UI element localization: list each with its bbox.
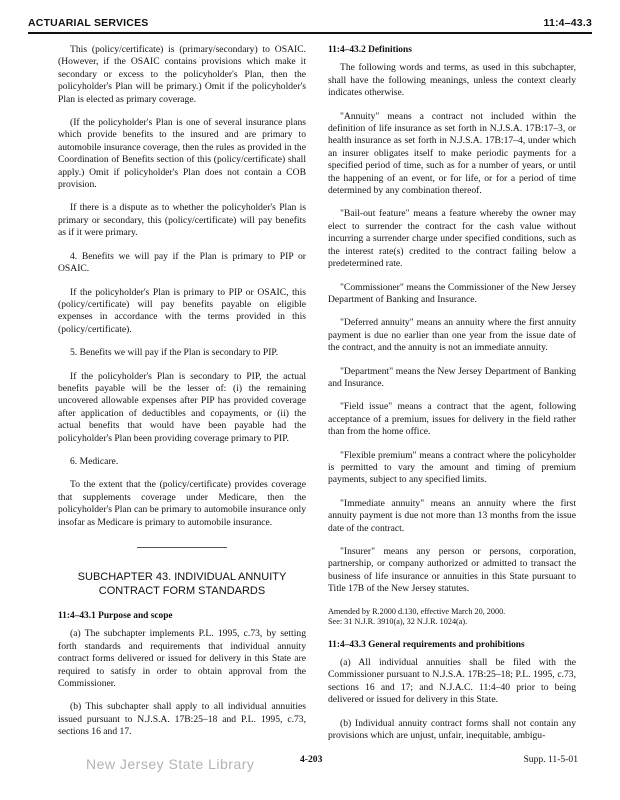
- paragraph: (b) This subchapter shall apply to all individual annuities issued pursuant to N.J.S.A. 17B:25–18 and P.L. 1995, c.73, sections 16 and 17.: [58, 701, 306, 738]
- section-title: 11:4–43.3 General requirements and prohibitions: [328, 639, 525, 650]
- header-title: ACTUARIAL SERVICES: [28, 17, 149, 29]
- header-section-number: 11:4–43.3: [543, 17, 592, 29]
- subchapter-heading-line: CONTRACT FORM STANDARDS: [98, 585, 266, 597]
- paragraph: (b) Individual annuity contract forms shall not contain any provisions which are unjust, unfair, inequitable, ambigu-: [328, 717, 576, 742]
- definition-paragraph: "Field issue" means a contract that the agent, following acceptance of a premium, issues for delivery in the field rather than from the home office.: [328, 401, 576, 438]
- right-column: [328, 44, 576, 742]
- definition-paragraph: "Flexible premium" means a contract where the policyholder is permitted to vary the amount and timing of premium payments, subject to any specified limits.: [328, 449, 576, 486]
- definition-paragraph: "Annuity" means a contract not included within the definition of life insurance as set forth in N.J.S.A. 17B:17–3, or health insurance as set forth in N.J.S.A. 17B:17–4, under which an insurer obligates itself to make periodic payments for a specified period of time, such as for a number of years, or until the happening of an event, or for life, or for a period of time determined by any combination thereof.: [328, 110, 576, 197]
- amendment-line: Amended by R.2000 d.130, effective March 20, 2000.: [328, 606, 506, 616]
- definition-paragraph: "Insurer" means any person or persons, corporation, partnership, or company authorized or admitted to transact the business of life insurance or annuities in this State pursuant to Title 17B of the New Jersey statutes.: [328, 546, 576, 595]
- paragraph: If the policyholder's Plan is secondary to PIP, the actual benefits payable will be the lesser of: (i) the remaining uncovered allowable expenses after PIP has provided coverage after application of deductibles and copayments, or (ii) the actual benefits that would have been payable had the policyholder's Plan been providing coverage primary to PIP.: [58, 370, 306, 444]
- paragraph: (a) All individual annuities shall be filed with the Commissioner pursuant to N.J.S.A. 17B:25–18; P.L. 1995, c.73, sections 16 and 17; and N.J.A.C. 11:4–40 prior to being delivered or issued for delivery in this State.: [328, 657, 576, 706]
- page-number: 4-203: [300, 754, 323, 765]
- amendment-note: [328, 607, 576, 627]
- section-title: 11:4–43.1 Purpose and scope: [58, 611, 173, 621]
- subchapter-heading-line: SUBCHAPTER 43. INDIVIDUAL ANNUITY: [77, 571, 287, 583]
- paragraph: (If the policyholder's Plan is one of several insurance plans which provide benefits to the insured and are primary to automobile insurance coverage, then the rules as provided in the Coordination of Benefits section of this (policy/certificate) shall apply.) Omit if policyholder's Plan does not contain a COB provision.: [58, 117, 306, 191]
- running-header: [28, 16, 592, 34]
- section-divider: [137, 547, 227, 548]
- definition-paragraph: "Deferred annuity" means an annuity where the first annuity payment is due no earlier than one year from the issue date of the contract, and the annuity is not an immediate annuity.: [328, 317, 576, 354]
- paragraph: This (policy/certificate) is (primary/secondary) to OSAIC. (However, if the OSAIC contains provisions which make it secondary or excess to the policyholder's Plan, then the policyholder's Plan will be primary.) Omit if the policyholder's Plan is elected as primary coverage.: [58, 44, 306, 105]
- paragraph: If the policyholder's Plan is primary to PIP or OSAIC, this (policy/certificate) will pay benefits payable on eligible expenses in accordance with the terms provided in this (policy/certificate).: [58, 286, 306, 335]
- subchapter-heading: [58, 570, 306, 598]
- definition-paragraph: "Bail-out feature" means a feature whereby the owner may elect to surrender the contract for the cash value without incurring a surrender charge under specified conditions, such as the interest rate(s) credited to the contract failing below a predetermined rate.: [328, 208, 576, 270]
- paragraph: To the extent that the (policy/certificate) provides coverage that supplements coverage under Medicare, then the policyholder's Plan can be primary to automobile insurance only insofar as Medicare is primary to automobile insurance.: [58, 479, 306, 528]
- definition-paragraph: "Immediate annuity" means an annuity where the first annuity payment is due not more than 13 months from the issue date of the contract.: [328, 497, 576, 534]
- page-footer: [28, 750, 592, 774]
- paragraph: If there is a dispute as to whether the policyholder's Plan is primary or secondary, this (policy/certificate) will pay benefits as if it were primary.: [58, 202, 306, 239]
- paragraph: The following words and terms, as used in this subchapter, shall have the following meanings, unless the context clearly indicates otherwise.: [328, 62, 576, 99]
- definition-paragraph: "Department" means the New Jersey Department of Banking and Insurance.: [328, 365, 576, 389]
- paragraph-item-heading: 6. Medicare.: [70, 455, 119, 467]
- paragraph-item-heading: 4. Benefits we will pay if the Plan is primary to PIP or OSAIC.: [58, 250, 306, 275]
- library-stamp: New Jersey State Library: [86, 756, 255, 772]
- see-citation: See: 31 N.J.R. 3910(a), 32 N.J.R. 1024(a).: [328, 616, 468, 626]
- section-title: 11:4–43.2 Definitions: [328, 45, 412, 55]
- paragraph: (a) The subchapter implements P.L. 1995, c.73, by setting forth standards and requirements that individual annuity contract forms delivered or issued for delivery in this State are required to satisfy in order to obtain approval from the Commissioner.: [58, 628, 306, 690]
- definition-paragraph: "Commissioner" means the Commissioner of the New Jersey Department of Banking and Insurance.: [328, 281, 576, 305]
- paragraph-item-heading: 5. Benefits we will pay if the Plan is secondary to PIP.: [70, 347, 279, 359]
- supplement-date: Supp. 11-5-01: [523, 754, 578, 765]
- left-column: [58, 44, 306, 738]
